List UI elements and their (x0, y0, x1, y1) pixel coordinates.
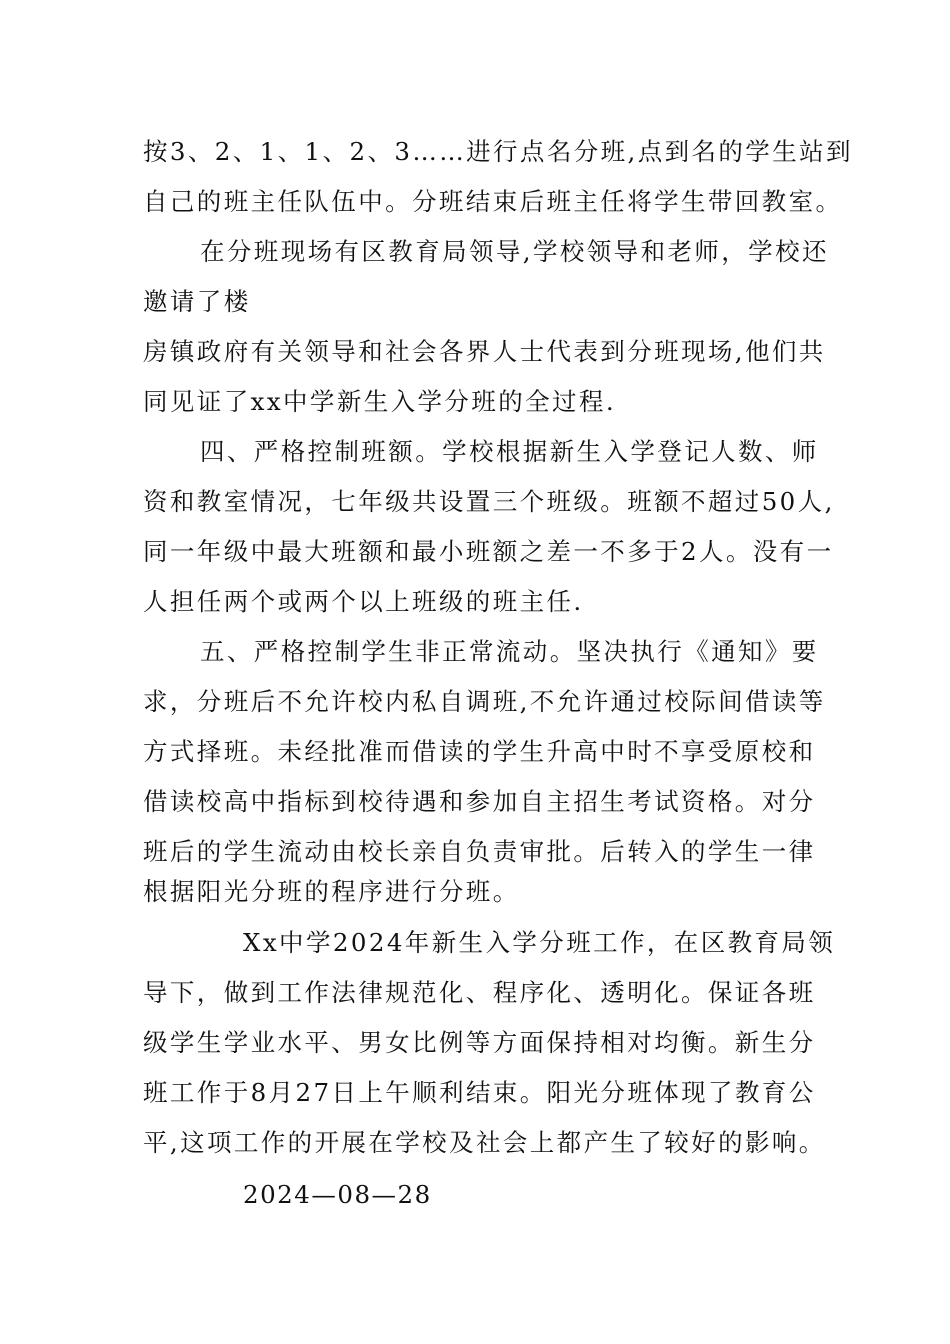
paragraph-1-line-2: 自己的班主任队伍中。分班结束后班主任将学生带回教室。 (143, 187, 843, 216)
paragraph-4-line-1: 五、严格控制学生非正常流动。坚决执行《通知》要 (200, 637, 819, 666)
paragraph-4-line-6: 根据阳光分班的程序进行分班。 (143, 877, 520, 906)
paragraph-1-line-1: 按3、2、1、1、2、3……进行点名分班,点到名的学生站到 (143, 137, 853, 166)
paragraph-3-line-2: 资和教室情况，七年级共设置三个班级。班额不超过50人, (143, 487, 835, 516)
paragraph-5-line-4: 班工作于8月27日上午顺利结束。阳光分班体现了教育公 (143, 1078, 816, 1107)
paragraph-3-line-4: 人担任两个或两个以上班级的班主任. (143, 587, 584, 616)
paragraph-5-line-1: Xx中学2024年新生入学分班工作，在区教育局领 (243, 928, 836, 957)
paragraph-2-line-4: 同见证了xx中学新生入学分班的全过程. (143, 387, 617, 416)
paragraph-4-line-4: 借读校高中指标到校待遇和参加自主招生考试资格。对分 (143, 787, 816, 816)
paragraph-2-line-1: 在分班现场有区教育局领导,学校领导和老师，学校还 (200, 237, 829, 266)
paragraph-2-line-3: 房镇政府有关领导和社会各界人士代表到分班现场,他们共 (143, 337, 826, 366)
paragraph-5-line-3: 级学生学业水平、男女比例等方面保持相对均衡。新生分 (143, 1028, 816, 1057)
document-date: 2024—08—28 (243, 1180, 432, 1209)
paragraph-4-line-3: 方式择班。未经批准而借读的学生升高中时不享受原校和 (143, 737, 816, 766)
paragraph-4-line-2: 求，分班后不允许校内私自调班,不允许通过校际间借读等 (143, 687, 826, 716)
paragraph-5-line-5: 平,这项工作的开展在学校及社会上都产生了较好的影响。 (143, 1128, 826, 1157)
paragraph-4-line-5: 班后的学生流动由校长亲自负责审批。后转入的学生一律 (143, 837, 816, 866)
paragraph-3-line-1: 四、严格控制班额。学校根据新生入学登记人数、师 (200, 437, 819, 466)
paragraph-3-line-3: 同一年级中最大班额和最小班额之差一不多于2人。没有一 (143, 537, 834, 566)
paragraph-2-line-2: 邀请了楼 (143, 287, 251, 316)
paragraph-5-line-2: 导下，做到工作法律规范化、程序化、透明化。保证各班 (143, 978, 816, 1007)
